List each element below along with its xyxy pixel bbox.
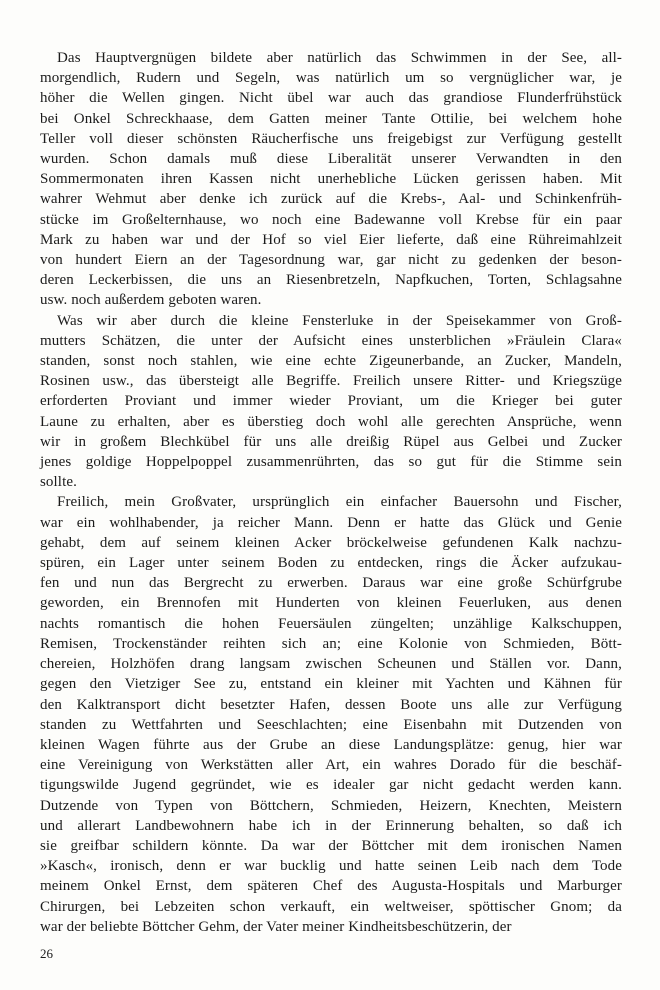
text-line: gegen den Vietziger See zu, entstand ein kleiner mit Yachten und Kähnen für	[40, 676, 622, 693]
text-line: wahrer Wehmut aber denke ich zurück auf die Krebs-, Aal- und Schinkenfrüh-	[40, 191, 622, 208]
text-line: standen, sonst noch stahlen, wie eine echte Zigeunerbande, an Zucker, Mandeln,	[40, 353, 622, 370]
text-line: chereien, Holzhöfen drang langsam zwischen Scheunen und Ställen vor. Dann,	[40, 656, 622, 673]
text-line: Laune zu erhalten, aber es überstieg doch wohl alle gerechten Ansprüche, wenn	[40, 413, 622, 430]
text-line: »Kasch«, ironisch, denn er war bucklig und hatte seinen Leib nach dem Tode	[40, 858, 622, 875]
page-number: 26	[40, 946, 53, 961]
text-line: Remisen, Trockenständer reihten sich an; eine Kolonie von Schmieden, Bött-	[40, 635, 622, 652]
text-line: spüren, ein Lager unter seinem Boden zu entdecken, rings die Äcker aufzukau-	[40, 555, 622, 572]
paragraph	[40, 311, 622, 493]
text-line: gehabt, dem auf seinem kleinen Acker bröckelweise gefundenen Kalk nachzu-	[40, 534, 622, 551]
text-line: stücke im Großelternhause, wo noch eine Badewanne voll Krebse für ein paar	[40, 211, 622, 228]
text-line: Mark zu haben war und der Hof so viel Eier lieferte, daß eine Rühreimahlzeit	[40, 231, 622, 248]
text-line: sollte.	[40, 474, 77, 491]
text-line: jenes goldige Hoppelpoppel zusammenrührten, das so gut für die Stimme sein	[40, 454, 622, 471]
text-line: Das Hauptvergnügen bildete aber natürlich das Schwimmen in der See, all-	[57, 50, 622, 66]
text-line: und allerart Landbewohnern habe ich in der Erinnerung behalten, so daß ich	[40, 817, 622, 834]
text-line: höher die Wellen gingen. Nicht übel war auch das grandiose Flunderfrühstück	[40, 90, 622, 107]
text-line: Chirurgen, bei Lebzeiten schon verkauft, ein weltweiser, spöttischer Gnom; da	[40, 898, 622, 915]
text-line: Teller voll dieser schönsten Räucherfische uns freigebigst zur Verfügung gestellt	[40, 130, 622, 147]
text-line: Freilich, mein Großvater, ursprünglich ein einfacher Bauersohn und Fischer,	[57, 494, 622, 511]
text-line: Dutzende von Typen von Böttchern, Schmieden, Heizern, Knechten, Meistern	[40, 797, 622, 814]
paragraph	[40, 48, 622, 311]
text-line: von hundert Eiern an der Tagesordnung war, gar nicht zu gedenken der beson-	[40, 252, 622, 269]
text-line: Rosinen usw., das übersteigt alle Begriffe. Freilich unsere Ritter- und Kriegszüge	[40, 373, 622, 390]
text-block	[40, 48, 622, 937]
text-line: meinem Onkel Ernst, dem späteren Chef des Augusta-Hospitals und Marburger	[40, 878, 622, 895]
text-line: Was wir aber durch die kleine Fensterluke in der Speisekammer von Groß-	[57, 312, 622, 329]
text-line: erforderten Proviant und immer wieder Proviant, um die Krieger bei guter	[40, 393, 622, 410]
text-line: sie greifbar schildern könnte. Da war der Böttcher mit dem ironischen Namen	[40, 837, 622, 854]
text-line: den Kalktransport dicht besetzter Hafen, dessen Boote uns alle zur Verfügung	[40, 696, 622, 713]
text-line: mutters Schätzen, die unter der Aufsicht eines unsterblichen »Fräulein Clara«	[40, 332, 622, 349]
text-line: geworden, ein Brennofen mit Hunderten von kleinen Feuerluken, aus denen	[40, 595, 622, 612]
text-line: war ein wohlhabender, ja reicher Mann. Denn er hatte das Glück und Genie	[40, 514, 622, 531]
text-line: morgendlich, Rudern und Segeln, was natürlich um so vergnüglicher war, je	[40, 70, 622, 87]
text-line: wurden. Schon damals muß diese Liberalität unserer Verwandten in den	[40, 151, 622, 168]
text-line: bei Onkel Schreckhaase, dem Gatten meiner Tante Ottilie, bei welchem hohe	[40, 110, 622, 127]
text-line: nachts romantisch die hohen Feuersäulen züngelten; unzählige Kalkschuppen,	[40, 615, 622, 632]
text-line: tigungswilde Jugend gegründet, wie es idealer gar nicht gedacht werden kann.	[40, 777, 622, 794]
text-line: kleinen Wagen führte aus der Grube an diese Landungsplätze: genug, hier war	[40, 736, 622, 753]
text-line: standen zu Wettfahrten und Seeschlachten; eine Eisenbahn mit Dutzenden von	[40, 716, 622, 733]
text-line: war der beliebte Böttcher Gehm, der Vater meiner Kindheitsbeschützerin, der	[40, 918, 512, 935]
paragraph	[40, 492, 622, 936]
text-line: fen und nun das Bergrecht zu erwerben. Daraus war eine große Schürfgrube	[40, 575, 622, 592]
text-line: usw. noch außerdem geboten waren.	[40, 292, 262, 309]
text-line: deren Leckerbissen, die uns an Riesenbretzeln, Napfkuchen, Torten, Schlagsahne	[40, 272, 622, 289]
text-line: Sommermonaten ihren Kassen nicht unerhebliche Lücken gerissen haben. Mit	[40, 171, 622, 188]
text-line: wir in großem Blechkübel für uns alle dreißig Rüpel aus Gelbei und Zucker	[40, 433, 622, 450]
text-line: eine Vereinigung von Werkstätten aller Art, ein wahres Dorado für die beschäf-	[40, 757, 622, 774]
